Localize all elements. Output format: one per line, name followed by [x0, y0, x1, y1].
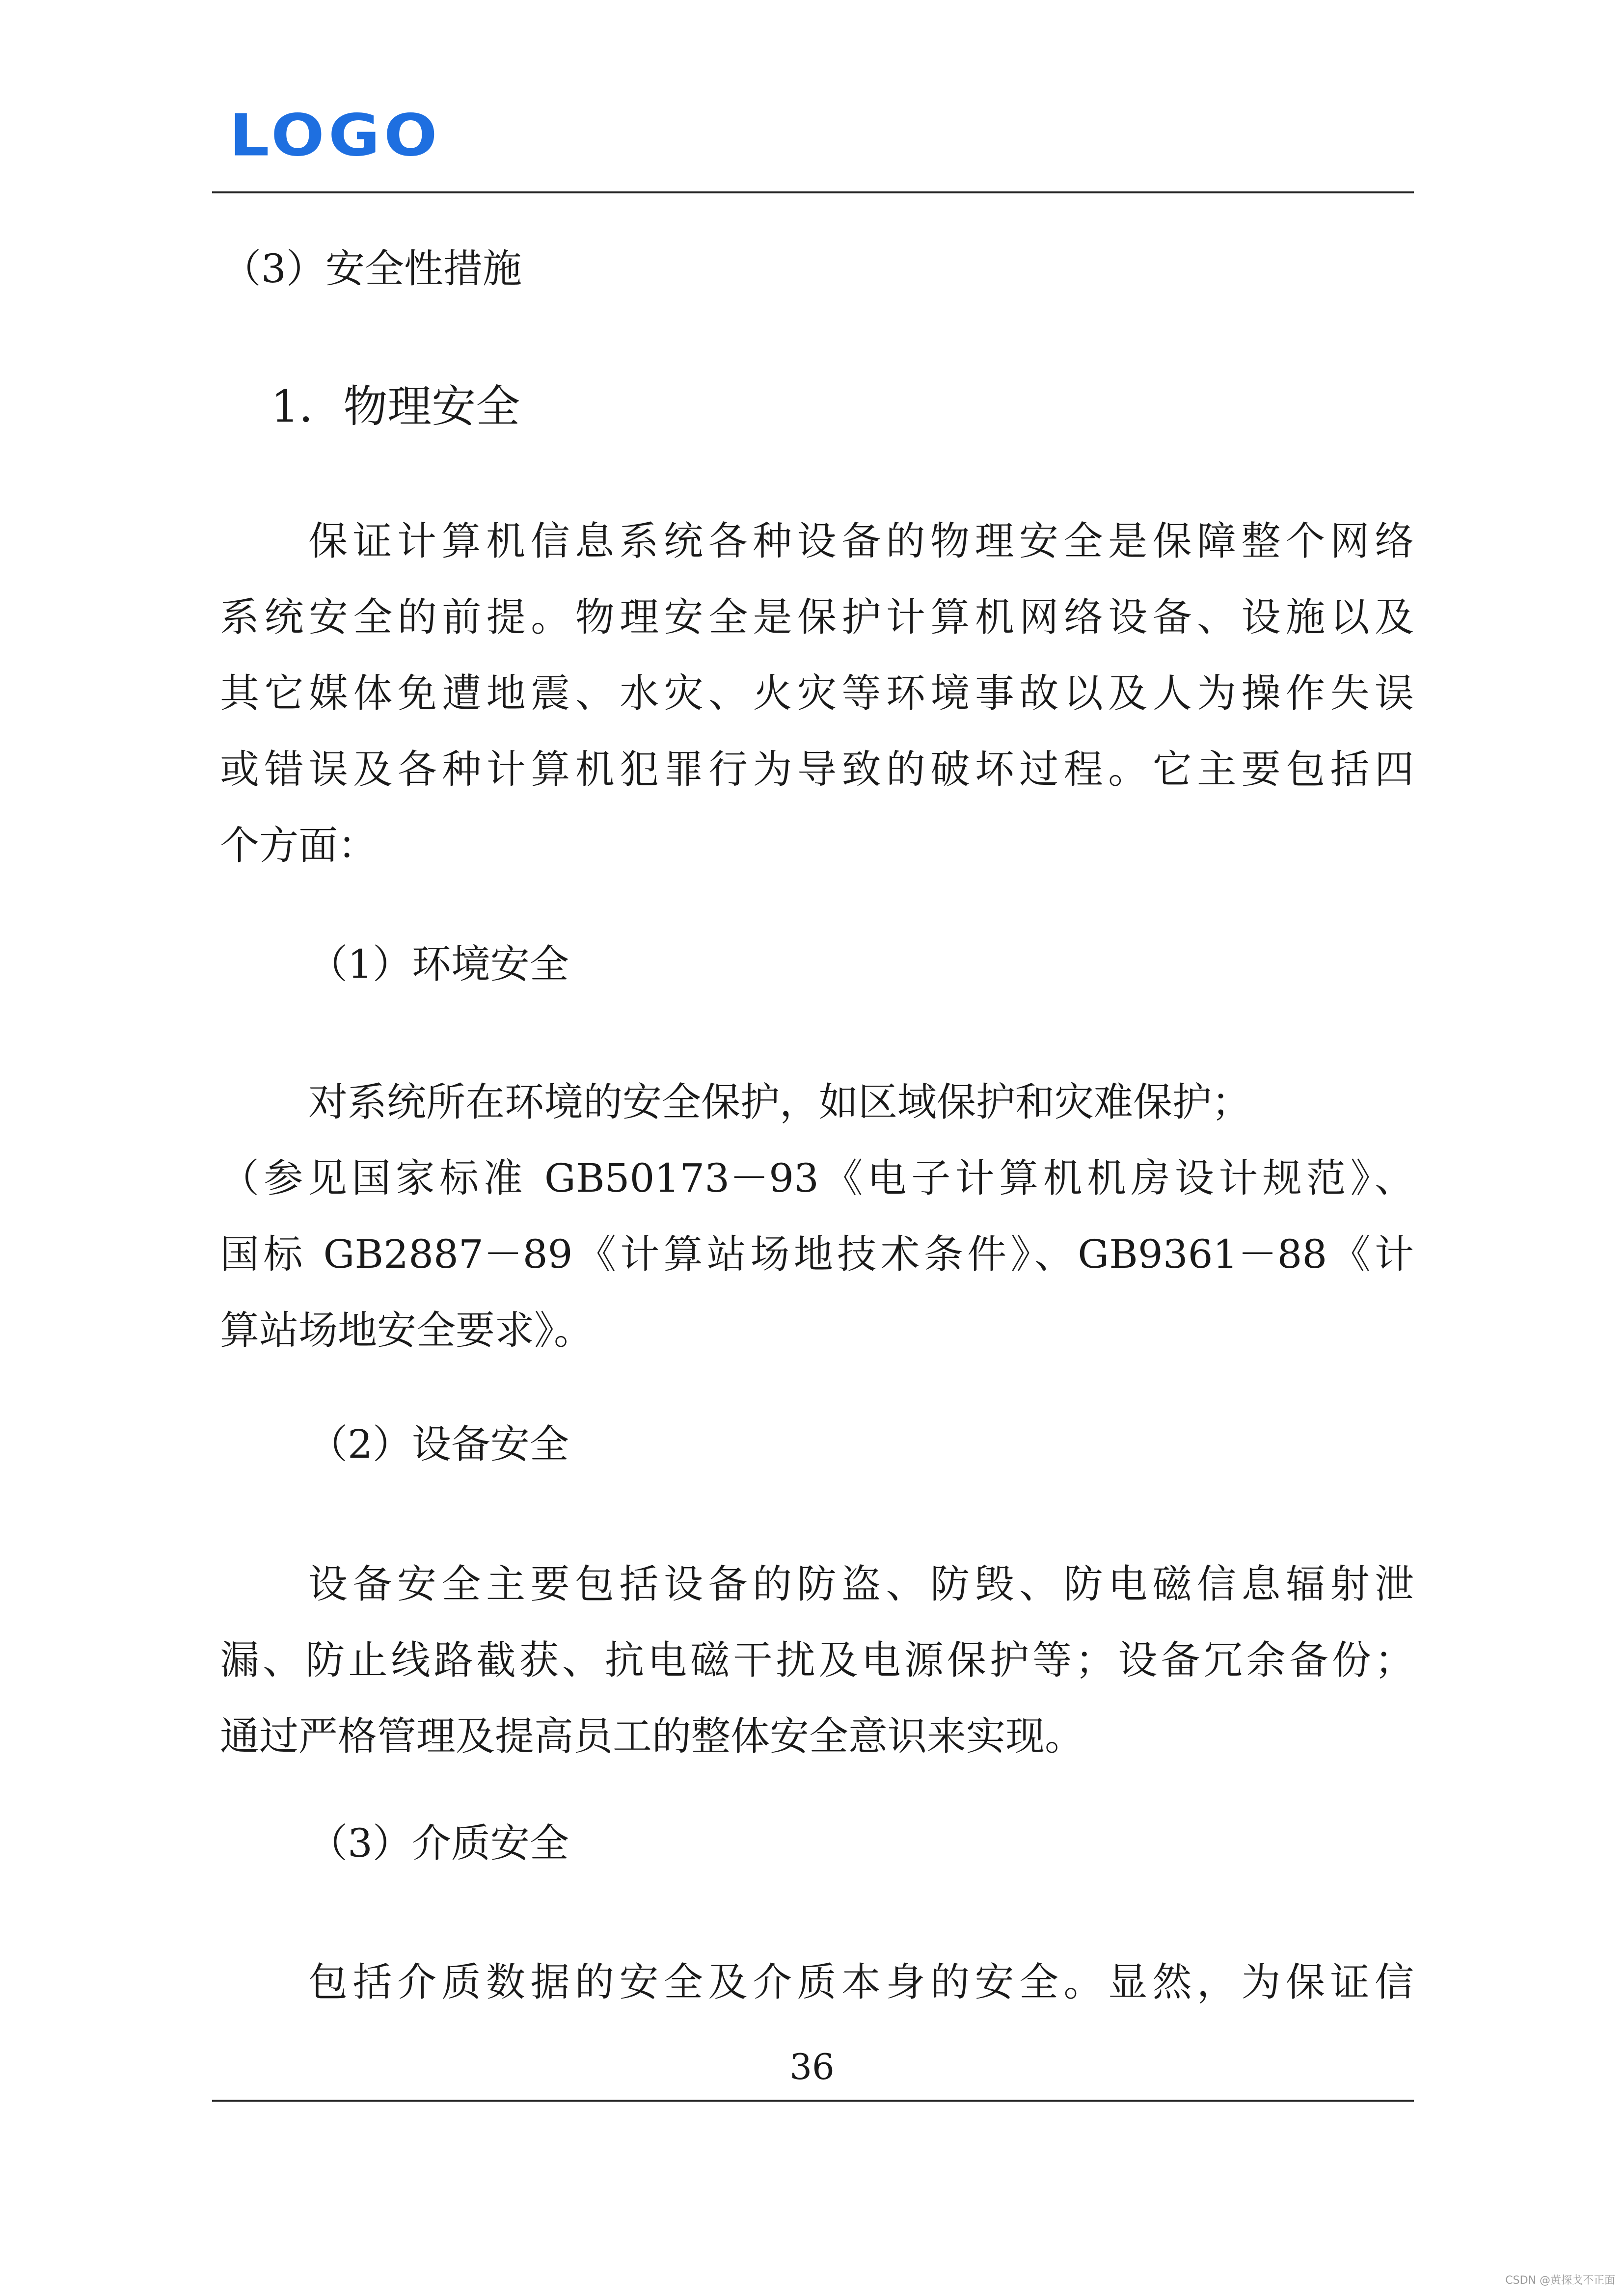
item-paragraph-media [220, 1944, 1414, 2020]
subsection-title: 1．物理安全 [271, 381, 520, 432]
item-title-media: （3）介质安全 [308, 1820, 569, 1866]
paragraph-line: 个方面： [220, 823, 377, 868]
item-paragraph-environment [220, 1064, 1414, 1368]
paragraph-line: 设备安全主要包括设备的防盗、防毁、防电磁信息辐射泄 [308, 1561, 1414, 1607]
watermark: CSDN @黄探戈不正面 [1505, 2274, 1615, 2287]
paragraph-line: 其它媒体免遭地震、水灾、火灾等环境事故以及人为操作失误 [220, 670, 1414, 716]
paragraph-line: 对系统所在环境的安全保护，如区域保护和灾难保护； [308, 1079, 1251, 1125]
paragraph-line: （参见国家标准 GB50173－93《电子计算机机房设计规范》、 [220, 1155, 1414, 1201]
paragraph-line: 算站场地安全要求》。 [220, 1308, 593, 1353]
page-number: 36 [789, 2046, 835, 2087]
intro-paragraph [220, 503, 1414, 883]
header-divider [212, 191, 1414, 193]
paragraph-line: 或错误及各种计算机犯罪行为导致的破坏过程。它主要包括四 [220, 747, 1414, 792]
logo: LOGO [229, 102, 441, 170]
paragraph-line: 漏、防止线路截获、抗电磁干扰及电源保护等；设备冗余备份； [220, 1637, 1414, 1683]
item-title-equipment: （2）设备安全 [308, 1421, 569, 1467]
footer-divider [212, 2100, 1414, 2102]
item-paragraph-equipment [220, 1546, 1414, 1774]
section-title: （3）安全性措施 [222, 246, 522, 292]
paragraph-line: 包括介质数据的安全及介质本身的安全。显然，为保证信 [308, 1959, 1414, 2005]
paragraph-line: 通过严格管理及提高员工的整体安全意识来实现。 [220, 1713, 1084, 1759]
paragraph-line: 保证计算机信息系统各种设备的物理安全是保障整个网络 [308, 518, 1414, 564]
item-title-environment: （1）环境安全 [308, 941, 569, 987]
paragraph-line: 系统安全的前提。物理安全是保护计算机网络设备、设施以及 [220, 594, 1414, 640]
paragraph-line: 国标 GB2887－89《计算站场地技术条件》、GB9361－88《计 [220, 1231, 1414, 1277]
